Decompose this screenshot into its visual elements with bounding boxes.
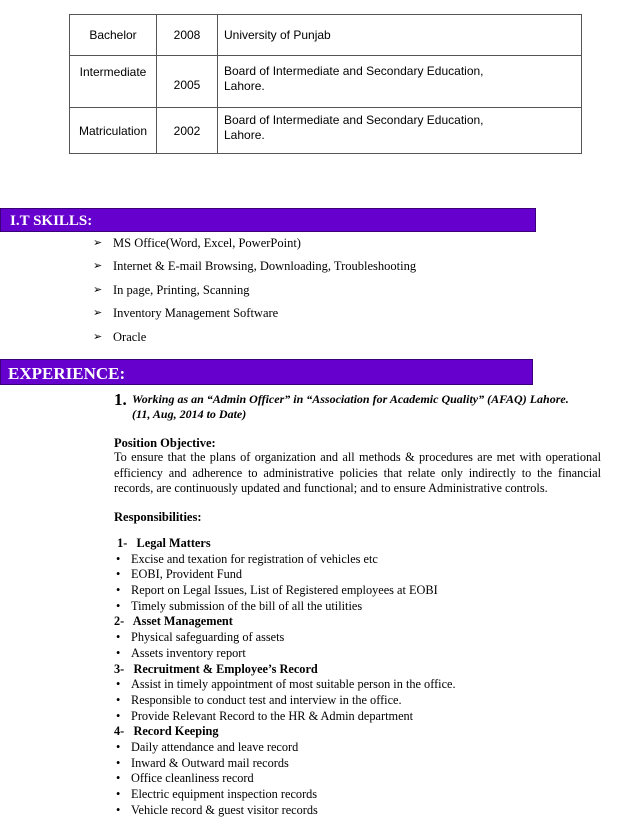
degree-cell: Intermediate bbox=[70, 56, 157, 108]
table-row bbox=[70, 108, 582, 154]
education-table bbox=[69, 14, 582, 154]
list-item bbox=[114, 756, 594, 772]
group-title: 4- Record Keeping bbox=[114, 724, 219, 739]
item-text: Report on Legal Issues, List of Registered employees at EOBI bbox=[131, 583, 438, 598]
bullet-icon: • bbox=[116, 583, 121, 598]
list-item bbox=[93, 306, 416, 329]
item-text: Assets inventory report bbox=[131, 645, 246, 660]
bullet-icon: • bbox=[116, 630, 121, 645]
list-item bbox=[114, 583, 594, 599]
list-item bbox=[114, 630, 594, 646]
list-item bbox=[114, 552, 594, 568]
year-cell: 2005 bbox=[157, 56, 218, 108]
list-item bbox=[114, 740, 594, 756]
experience-heading: EXPERIENCE: bbox=[0, 359, 533, 385]
item-text: Timely submission of the bill of all the utilities bbox=[131, 598, 363, 613]
list-item bbox=[93, 330, 416, 353]
institution-cell bbox=[218, 108, 582, 154]
institution-cell bbox=[218, 15, 582, 56]
degree-cell: Matriculation bbox=[70, 108, 157, 154]
group-title: 1- Legal Matters bbox=[114, 536, 211, 550]
year-cell: 2002 bbox=[157, 108, 218, 154]
institution-cell bbox=[218, 56, 582, 108]
list-item bbox=[114, 803, 594, 819]
skill-text: Oracle bbox=[113, 329, 147, 344]
item-text: Vehicle record & guest visitor records bbox=[131, 802, 318, 817]
group-title: 2- Asset Management bbox=[114, 614, 233, 629]
objective-heading: Position Objective: bbox=[114, 436, 216, 450]
arrow-bullet-icon: ➢ bbox=[93, 260, 103, 273]
skill-text: Inventory Management Software bbox=[113, 306, 279, 321]
group-title: 3- Recruitment & Employee’s Record bbox=[114, 661, 318, 676]
arrow-bullet-icon: ➢ bbox=[93, 330, 103, 343]
responsibilities-heading: Responsibilities: bbox=[114, 510, 202, 524]
item-text: Assist in timely appointment of most suitable person in the office. bbox=[131, 677, 456, 692]
year-cell: 2008 bbox=[157, 15, 218, 56]
list-item bbox=[114, 709, 594, 725]
it-skills-list bbox=[93, 236, 416, 353]
bullet-icon: • bbox=[116, 551, 121, 566]
bullet-icon: • bbox=[116, 802, 121, 817]
arrow-bullet-icon: ➢ bbox=[93, 307, 103, 320]
item-text: EOBI, Provident Fund bbox=[131, 567, 243, 582]
job-dates: (11, Aug, 2014 to Date) bbox=[132, 407, 247, 421]
list-item bbox=[114, 646, 594, 662]
institution-line: University of Punjab bbox=[224, 28, 331, 42]
job-number: 1. bbox=[114, 390, 127, 409]
institution-line: Lahore. bbox=[224, 79, 265, 93]
degree-cell: Bachelor bbox=[70, 15, 157, 56]
arrow-bullet-icon: ➢ bbox=[93, 237, 103, 249]
bullet-icon: • bbox=[116, 567, 121, 582]
skill-text: MS Office(Word, Excel, PowerPoint) bbox=[113, 236, 301, 250]
responsibilities-list bbox=[114, 536, 594, 818]
skill-text: Internet & E-mail Browsing, Downloading, Troubleshooting bbox=[113, 259, 417, 274]
list-item bbox=[114, 677, 594, 693]
list-item bbox=[93, 283, 416, 306]
list-item bbox=[114, 599, 594, 615]
item-text: Physical safeguarding of assets bbox=[131, 630, 285, 645]
institution-line: Board of Intermediate and Secondary Education, bbox=[224, 64, 484, 78]
item-text: Office cleanliness record bbox=[131, 771, 254, 786]
table-row bbox=[70, 15, 582, 56]
item-text: Excise and texation for registration of vehicles etc bbox=[131, 551, 378, 566]
institution-line: Lahore. bbox=[224, 128, 265, 142]
bullet-icon: • bbox=[116, 771, 121, 786]
it-skills-heading: I.T SKILLS: bbox=[0, 208, 536, 232]
bullet-icon: • bbox=[116, 692, 121, 707]
skill-text: In page, Printing, Scanning bbox=[113, 282, 250, 297]
objective-text: To ensure that the plans of organization and all methods & procedures are met with operational efficiency and adherence to administrative policies that relate only indirectly to the financial records, are continuously updated and functional; and to ensure Administrative controls. bbox=[114, 450, 601, 495]
list-item bbox=[114, 771, 594, 787]
item-text: Responsible to conduct test and interview in the office. bbox=[131, 692, 402, 707]
item-text: Provide Relevant Record to the HR & Admin department bbox=[131, 708, 414, 723]
item-text: Inward & Outward mail records bbox=[131, 755, 289, 770]
bullet-icon: • bbox=[116, 739, 121, 754]
institution-line: Board of Intermediate and Secondary Education, bbox=[224, 113, 484, 127]
list-item bbox=[114, 567, 594, 583]
list-item bbox=[114, 787, 594, 803]
job-title: Working as an “Admin Officer” in “Association for Academic Quality” (AFAQ) Lahore. bbox=[132, 392, 569, 406]
table-row bbox=[70, 56, 582, 108]
bullet-icon: • bbox=[116, 645, 121, 660]
list-item bbox=[114, 693, 594, 709]
list-item bbox=[93, 259, 416, 282]
arrow-bullet-icon: ➢ bbox=[93, 283, 103, 296]
item-text: Electric equipment inspection records bbox=[131, 787, 318, 801]
bullet-icon: • bbox=[116, 787, 121, 801]
list-item bbox=[93, 236, 416, 259]
item-text: Daily attendance and leave record bbox=[131, 739, 299, 754]
bullet-icon: • bbox=[116, 708, 121, 723]
bullet-icon: • bbox=[116, 677, 121, 692]
bullet-icon: • bbox=[116, 755, 121, 770]
bullet-icon: • bbox=[116, 598, 121, 613]
